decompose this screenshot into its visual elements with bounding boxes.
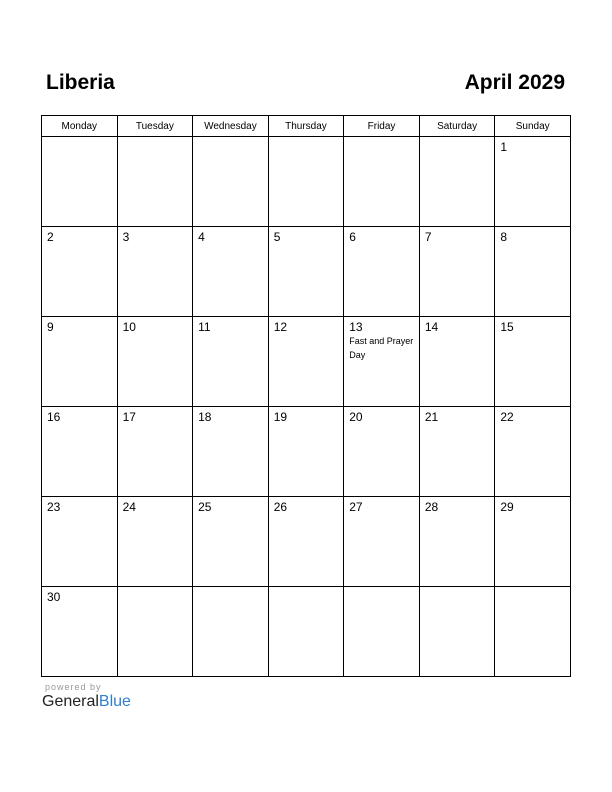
- week-row: [42, 227, 571, 317]
- day-number: 17: [122, 410, 136, 424]
- week-row: [42, 137, 571, 227]
- day-number: 22: [500, 410, 514, 424]
- weekday-header: Thursday: [268, 116, 344, 137]
- day-number: [344, 587, 419, 590]
- day-cell: [344, 227, 420, 317]
- day-cell: [344, 407, 420, 497]
- day-cell: [268, 587, 344, 677]
- day-number: 14: [424, 320, 439, 334]
- generalblue-logo: [42, 693, 131, 711]
- day-cell: [193, 497, 269, 587]
- day-number: 24: [122, 500, 136, 514]
- day-cell: [344, 587, 420, 677]
- day-cell: [117, 227, 193, 317]
- day-number: 11: [198, 320, 211, 334]
- logo-blue: Blue: [98, 693, 131, 710]
- day-cell: [42, 227, 118, 317]
- day-cell: [42, 317, 118, 407]
- day-cell: [42, 497, 118, 587]
- day-cell: [495, 227, 571, 317]
- day-number: 12: [273, 320, 288, 334]
- day-number: 8: [500, 230, 508, 244]
- day-cell: [42, 407, 118, 497]
- day-cell: [419, 137, 495, 227]
- day-cell: [193, 137, 269, 227]
- weekday-header: Tuesday: [117, 116, 193, 137]
- day-cell: [193, 407, 269, 497]
- day-number: 29: [500, 500, 514, 514]
- day-cell: [495, 587, 571, 677]
- day-cell: [344, 137, 420, 227]
- day-cell: [419, 587, 495, 677]
- day-number: 5: [273, 230, 281, 244]
- day-cell: [344, 317, 420, 407]
- day-cell: [419, 317, 495, 407]
- day-number: [420, 587, 495, 590]
- day-cell: [495, 137, 571, 227]
- day-cell: [419, 407, 495, 497]
- day-number: 16: [47, 410, 61, 424]
- day-number: 28: [424, 500, 439, 514]
- day-cell: [495, 317, 571, 407]
- day-cell: [344, 497, 420, 587]
- day-cell: [268, 497, 344, 587]
- day-cell: [495, 497, 571, 587]
- day-cell: [42, 587, 118, 677]
- brand-footer: [42, 682, 131, 711]
- weekday-header: Saturday: [419, 116, 495, 137]
- day-number: 19: [273, 410, 288, 424]
- day-number: [193, 137, 268, 140]
- day-number: 20: [349, 410, 363, 424]
- day-cell: [117, 407, 193, 497]
- day-number: 2: [47, 230, 54, 244]
- day-number: 4: [198, 230, 205, 244]
- day-cell: [117, 137, 193, 227]
- day-cell: [419, 497, 495, 587]
- day-cell: [117, 587, 193, 677]
- day-cell: [268, 317, 344, 407]
- day-cell: [117, 497, 193, 587]
- day-cell: [419, 227, 495, 317]
- day-number: 9: [47, 320, 54, 334]
- day-number: 1: [500, 140, 508, 154]
- day-cell: [268, 407, 344, 497]
- day-number: [118, 137, 193, 140]
- day-cell: [268, 227, 344, 317]
- day-number: 27: [349, 500, 363, 514]
- day-number: 10: [122, 320, 136, 334]
- week-row: [42, 587, 571, 677]
- day-number: [420, 137, 495, 140]
- day-number: 6: [349, 230, 356, 244]
- weekday-header: Friday: [344, 116, 420, 137]
- weekday-header-row: [42, 116, 571, 137]
- day-number: 13: [349, 320, 363, 334]
- country-title: Liberia: [46, 71, 115, 94]
- day-number: 3: [122, 230, 130, 244]
- day-number: [495, 587, 570, 590]
- day-number: 30: [47, 590, 61, 604]
- week-row: [42, 497, 571, 587]
- day-number: [193, 587, 268, 590]
- day-cell: [268, 137, 344, 227]
- day-number: 18: [198, 410, 212, 424]
- day-number: [42, 137, 117, 140]
- day-cell: [495, 407, 571, 497]
- day-number: 26: [273, 500, 288, 514]
- holiday-label: Fast and Prayer Day: [349, 336, 414, 360]
- powered-by-text: powered by: [45, 682, 102, 692]
- month-year-title: April 2029: [464, 71, 565, 94]
- weekday-header: Wednesday: [193, 116, 269, 137]
- week-row: [42, 317, 571, 407]
- day-number: [269, 137, 344, 140]
- calendar-grid: [41, 115, 571, 677]
- weekday-header: Sunday: [495, 116, 571, 137]
- day-cell: [193, 587, 269, 677]
- day-cell: [117, 317, 193, 407]
- weekday-header: Monday: [42, 116, 118, 137]
- day-number: 21: [424, 410, 439, 424]
- day-cell: [193, 317, 269, 407]
- day-cell: [42, 137, 118, 227]
- day-number: [269, 587, 344, 590]
- day-number: 7: [424, 230, 432, 244]
- day-number: [118, 587, 193, 590]
- day-number: 23: [47, 500, 61, 514]
- day-number: [344, 137, 419, 140]
- logo-general: General: [42, 693, 99, 710]
- day-number: 25: [198, 500, 212, 514]
- week-row: [42, 407, 571, 497]
- day-number: 15: [500, 320, 514, 334]
- day-cell: [193, 227, 269, 317]
